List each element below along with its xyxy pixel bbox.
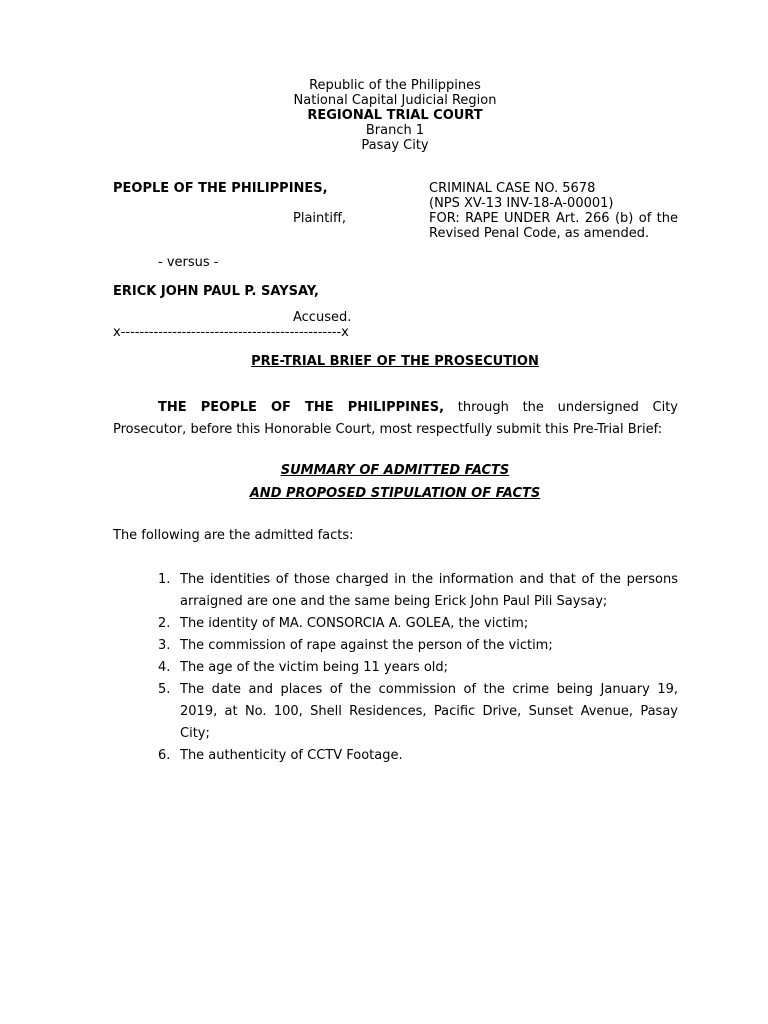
list-item-number: 1. — [158, 572, 171, 587]
admitted-facts-intro: The following are the admitted facts: — [113, 528, 354, 543]
document-title: PRE-TRIAL BRIEF OF THE PROSECUTION — [251, 354, 539, 369]
versus-label: - versus - — [158, 255, 219, 270]
list-item-number: 4. — [158, 660, 171, 675]
list-item — [113, 745, 678, 767]
list-item-text: The age of the victim being 11 years old; — [180, 660, 449, 675]
plaintiff-role: Plaintiff, — [293, 211, 347, 226]
header-branch: Branch 1 — [365, 123, 425, 138]
opening-lead: THE PEOPLE OF THE PHILIPPINES, — [158, 400, 445, 415]
nps-number: (NPS XV-13 INV-18-A-00001) — [429, 196, 614, 211]
list-item-number: 3. — [158, 638, 171, 653]
accused-role: Accused. — [293, 310, 352, 325]
list-item — [113, 635, 678, 657]
list-item — [113, 569, 678, 613]
list-item — [113, 657, 678, 679]
list-item-number: 2. — [158, 616, 171, 631]
list-item-number: 5. — [158, 682, 171, 697]
admitted-facts-list — [113, 569, 678, 767]
plaintiff-name: PEOPLE OF THE PHILIPPINES, — [113, 181, 328, 196]
header-region: National Capital Judicial Region — [293, 93, 497, 108]
caption-separator: x-----------------------------------------------x — [113, 325, 349, 340]
opening-paragraph — [113, 397, 678, 441]
charge-description: FOR: RAPE UNDER Art. 266 (b) of the Revised Penal Code, as amended. — [429, 211, 678, 241]
list-item-text: The commission of rape against the person of the victim; — [180, 638, 553, 653]
opening-text: through the undersigned City Prosecutor, before this Honorable Court, most respectfully submit this Pre-Trial Brief: — [113, 400, 679, 437]
list-item — [113, 679, 678, 745]
section-heading-line1: SUMMARY OF ADMITTED FACTS — [280, 463, 510, 478]
list-item-text: The authenticity of CCTV Footage. — [180, 748, 403, 763]
list-item-text: The date and places of the commission of the crime being January 19, 2019, at No. 100, Shell Residences, Pacific Drive, Sunset Avenue, Pasay City; — [180, 682, 678, 741]
list-item — [113, 613, 678, 635]
list-item-text: The identities of those charged in the information and that of the persons arraigned are one and the same being Erick John Paul Pili Saysay; — [180, 572, 678, 609]
section-heading-line2: AND PROPOSED STIPULATION OF FACTS — [249, 486, 541, 501]
court-header — [0, 78, 768, 153]
case-number: CRIMINAL CASE NO. 5678 — [429, 181, 596, 196]
header-court: REGIONAL TRIAL COURT — [307, 108, 483, 123]
case-info — [429, 181, 678, 241]
list-item-number: 6. — [158, 748, 171, 763]
list-item-text: The identity of MA. CONSORCIA A. GOLEA, the victim; — [180, 616, 529, 631]
header-republic: Republic of the Philippines — [309, 78, 481, 93]
accused-name: ERICK JOHN PAUL P. SAYSAY, — [113, 284, 319, 299]
header-city: Pasay City — [361, 138, 429, 153]
